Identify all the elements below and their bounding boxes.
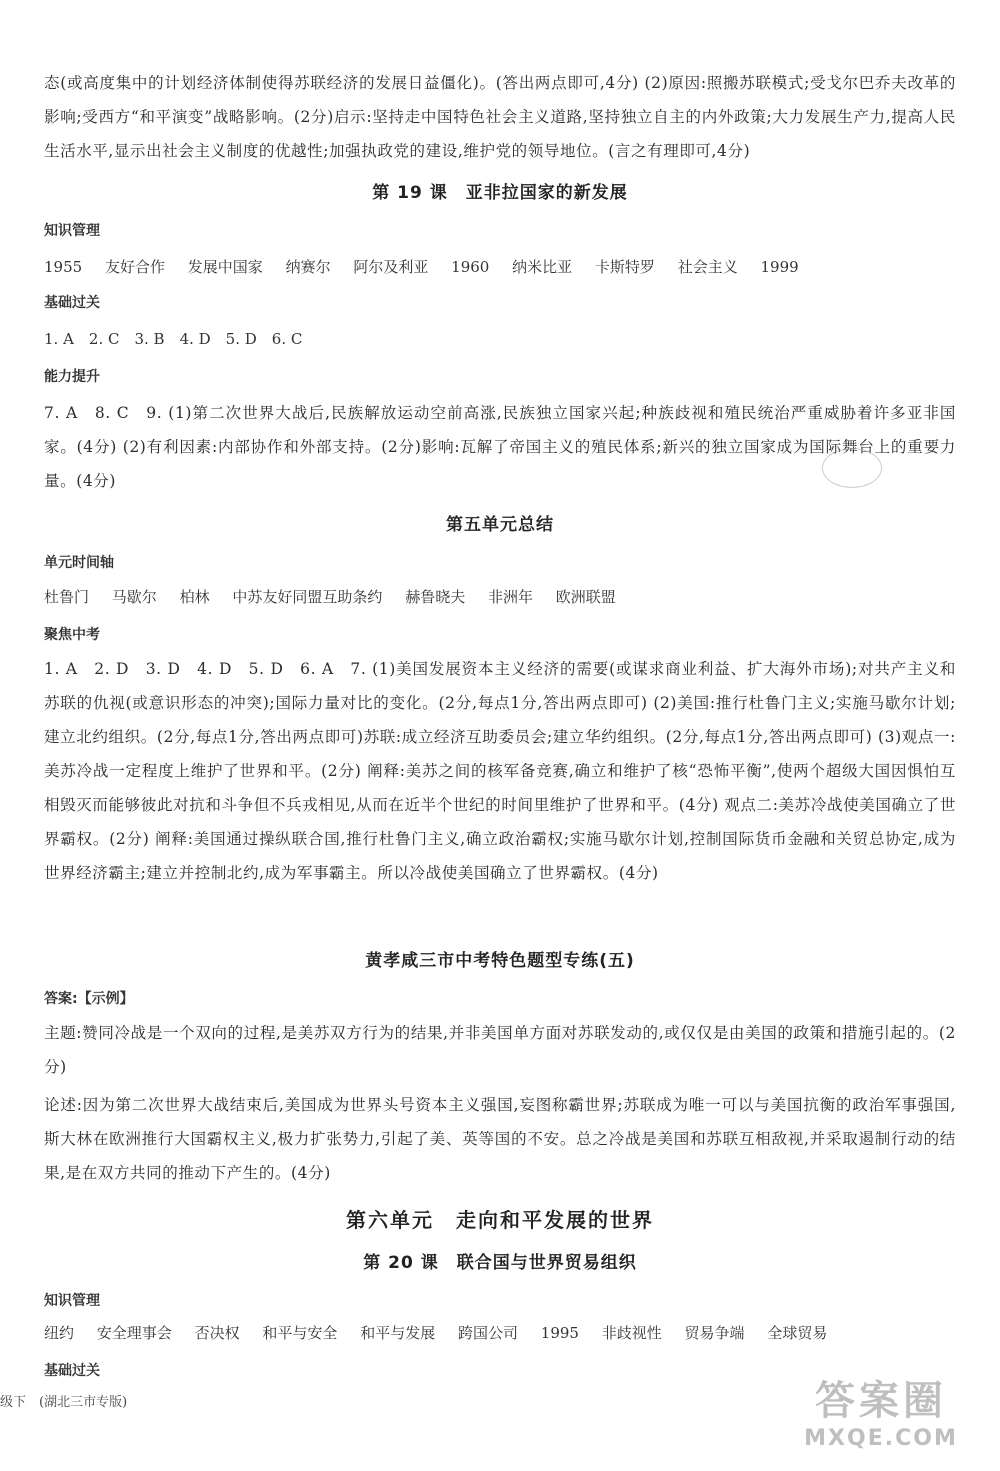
keyword: 纳赛尔 [285,258,331,276]
unit-5-summary-title: 第五单元总结 [446,515,554,535]
keyword: 非歧视性 [601,1324,662,1342]
focus-label: 聚焦中考 [44,627,100,643]
basic-label: 基础过关 [44,1363,100,1379]
basic-answers: 1. A 2. C 3. B 4. D 5. D 6. C [44,330,303,348]
unit-6-title: 第六单元 走向和平发展的世界 [346,1208,654,1232]
timeline-item: 中苏友好同盟互助条约 [232,588,383,606]
knowledge-label: 知识管理 [44,1293,100,1309]
keyword: 1955 [44,258,83,276]
answer-label: 答案:【示例】 [44,991,134,1007]
theme-paragraph: 主题:赞同冷战是一个双向的过程,是美苏双方行为的结果,并非美国单方面对苏联发动的,或仅仅是由美国的政策和措施引起的。(2分) [44,1024,956,1076]
timeline-item: 杜鲁门 [44,588,90,606]
lesson-19-keywords [44,256,956,277]
watermark [768,1378,994,1468]
keyword: 和平与发展 [360,1324,436,1342]
unit-timeline [44,586,956,607]
keyword: 全球贸易 [767,1324,828,1342]
ability-label: 能力提升 [44,369,100,385]
argument-paragraph: 论述:因为第二次世界大战结束后,美国成为世界头号资本主义强国,妄图称霸世界;苏联成为唯一可以与美国抗衡的政治军事强国,斯大林在欧洲推行大国霸权主义,极力扩张势力,引起了美、英等国的不安。总之冷战是美国和苏联互相敌视,并采取遏制行动的结果,是在双方共同的推动下产生的。(4分) [44,1096,956,1182]
knowledge-label: 知识管理 [44,223,100,239]
timeline-item: 赫鲁晓夫 [405,588,466,606]
page-footer: 级下 (湖北三市专版) [0,1395,128,1410]
keyword: 1960 [451,258,490,276]
keyword: 否决权 [194,1324,240,1342]
keyword: 纳米比亚 [512,258,573,276]
timeline-label: 单元时间轴 [44,555,114,571]
special-practice-title: 黄孝咸三市中考特色题型专练(五) [365,951,635,971]
timeline-item: 马歇尔 [111,588,157,606]
keyword: 纽约 [44,1324,75,1342]
lesson-19-title: 第 19 课 亚非拉国家的新发展 [372,183,628,203]
timeline-item: 欧洲联盟 [555,588,616,606]
watermark-logo: 答案圈 [815,1378,947,1424]
keyword: 友好合作 [104,258,165,276]
keyword: 1999 [760,258,799,276]
keyword: 和平与安全 [262,1324,338,1342]
keyword: 发展中国家 [187,258,263,276]
stamp-mark [822,448,882,488]
watermark-url: MXQE.COM [804,1426,958,1451]
keyword: 跨国公司 [457,1324,518,1342]
lesson-20-title: 第 20 课 联合国与世界贸易组织 [363,1253,637,1273]
timeline-item: 柏林 [179,588,210,606]
keyword: 安全理事会 [96,1324,172,1342]
keyword: 贸易争端 [684,1324,745,1342]
lesson-20-keywords [44,1322,956,1343]
focus-paragraph: 1. A 2. D 3. D 4. D 5. D 6. A 7. (1)美国发展资本主义经济的需要(或谋求商业利益、扩大海外市场);对共产主义和苏联的仇视(或意识形态的冲突);国际力量对比的变化。(2分,每点1分,答出两点即可) (2)美国:推行杜鲁门主义;实施马歇尔计划;建立北约组织。(2分,每点1分,答出两点即可)苏联:成立经济互助委员会;建立华约组织。(2分,每点1分,答出两点即可) (3)观点一:美苏冷战一定程度上维护了世界和平。(2分) 阐释:美苏之间的核军备竞赛,确立和维护了核“恐怖平衡”,使两个超级大国因惧怕互相毁灭而能够彼此对抗和斗争但不兵戎相见,从而在近半个世纪的时间里维护了世界和平。(4分) 观点二:美苏冷战使美国确立了世界霸权。(2分) 阐释:美国通过操纵联合国,推行杜鲁门主义,确立政治霸权;实施马歇尔计划,控制国际货币金融和关贸总协定,成为世界经济霸主;建立并控制北约,成为军事霸主。所以冷战使美国确立了世界霸权。(4分) [44,660,956,882]
keyword: 1995 [540,1324,579,1342]
basic-label: 基础过关 [44,295,100,311]
keyword: 社会主义 [677,258,738,276]
ability-paragraph: 7. A 8. C 9. (1)第二次世界大战后,民族解放运动空前高涨,民族独立国家兴起;种族歧视和殖民统治严重威胁着许多亚非国家。(4分) (2)有利因素:内部协作和外部支持。(2分)影响:瓦解了帝国主义的殖民体系;新兴的独立国家成为国际舞台上的重要力量。(4分) [44,404,956,490]
keyword: 阿尔及利亚 [353,258,429,276]
keyword: 卡斯特罗 [594,258,655,276]
continued-answer-paragraph: 态(或高度集中的计划经济体制使得苏联经济的发展日益僵化)。(答出两点即可,4分) (2)原因:照搬苏联模式;受戈尔巴乔夫改革的影响;受西方“和平演变”战略影响。(2分)启示:坚持走中国特色社会主义道路,坚持独立自主的内外政策;大力发展生产力,提高人民生活水平,显示出社会主义制度的优越性;加强执政党的建设,维护党的领导地位。(言之有理即可,4分) [44,74,956,160]
timeline-item: 非洲年 [487,588,533,606]
